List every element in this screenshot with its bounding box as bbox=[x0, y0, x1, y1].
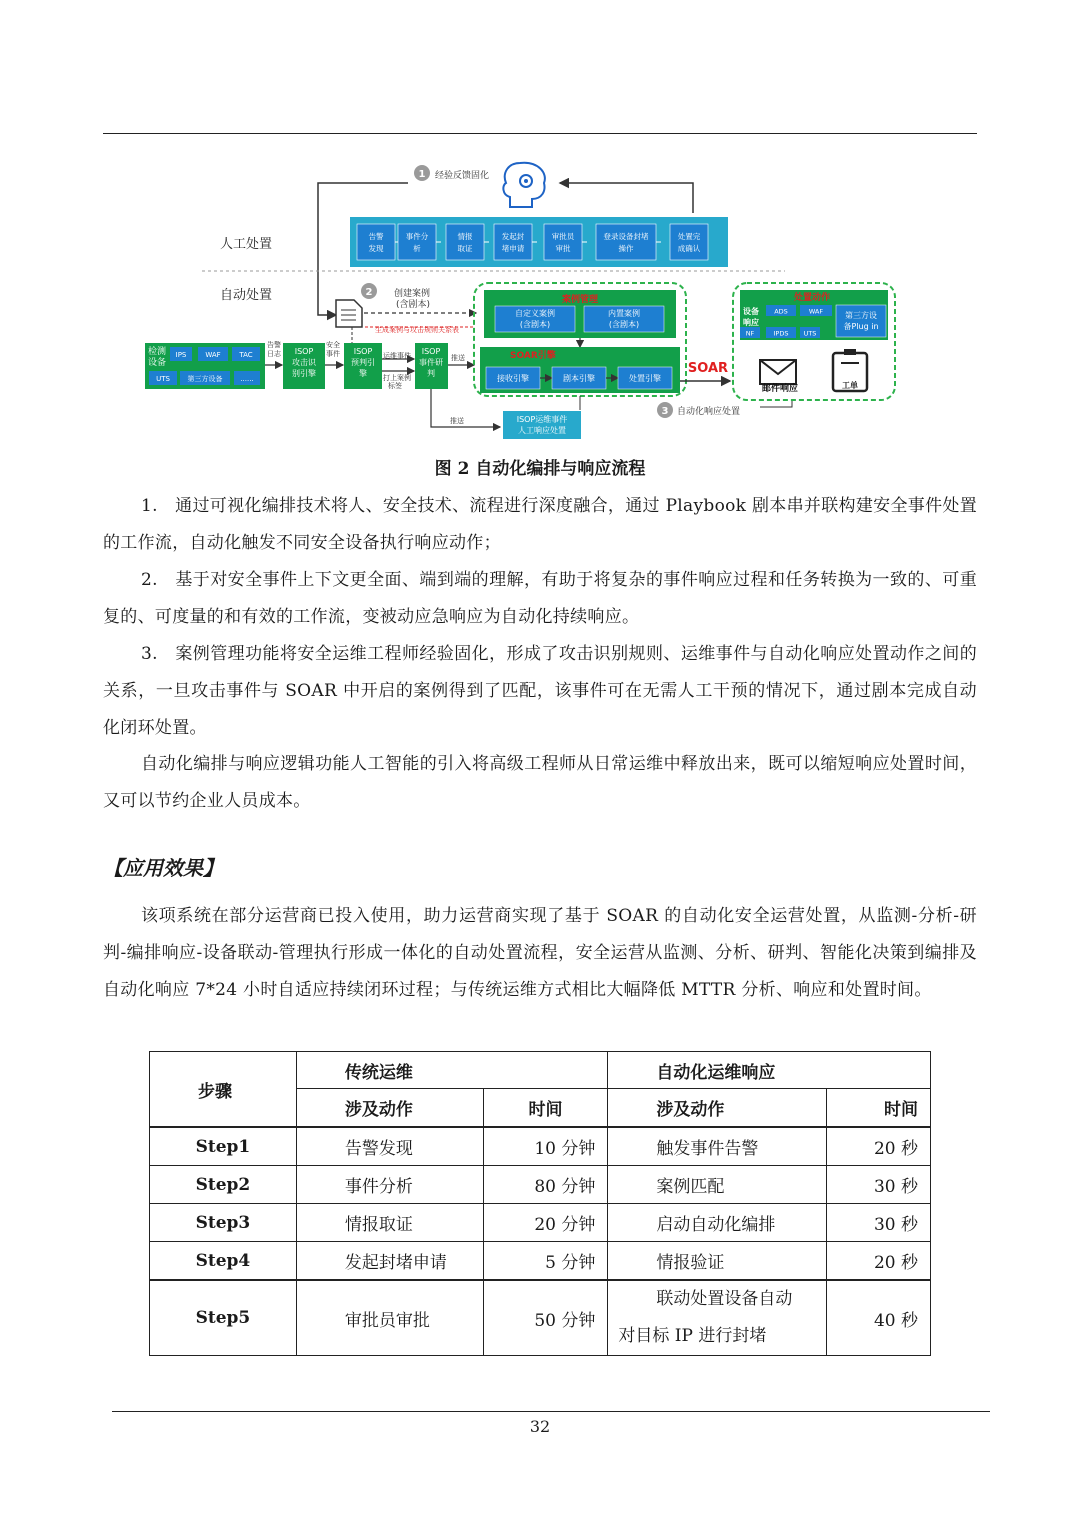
soar-flow-diagram bbox=[140, 155, 905, 445]
trad-time-cell: 50 分钟 bbox=[483, 1280, 608, 1356]
manual-step-l2: 发现 bbox=[368, 244, 384, 253]
trad-action-cell: 事件分析 bbox=[296, 1166, 483, 1204]
auto-label: 自动处置 bbox=[220, 288, 273, 303]
detect-item-label: IPS bbox=[175, 351, 187, 359]
device-item-label: UTS bbox=[803, 329, 817, 338]
figure-caption: 图 2 自动化编排与响应流程 bbox=[434, 459, 646, 479]
paragraph-1: 1. 通过可视化编排技术将人、安全技术、流程进行深度融合，通过 Playbook 剧本串并联构建安全事件处置的工作流，自动化触发不同安全设备执行响应动作； bbox=[103, 496, 977, 553]
manual-step-box bbox=[670, 224, 708, 260]
manual-step-l1: 发起封 bbox=[501, 232, 525, 241]
to-doc-arrow bbox=[318, 303, 336, 315]
arrow-security-l1: 安全 bbox=[326, 341, 340, 349]
engine1-l1: ISOP bbox=[294, 347, 314, 356]
manual-step-l2: 操作 bbox=[618, 244, 634, 253]
trad-time-cell: 80 分钟 bbox=[483, 1166, 608, 1204]
step-cell: Step2 bbox=[150, 1166, 297, 1204]
plugin-l1: 第三方设 bbox=[845, 311, 877, 320]
detect-item-label: WAF bbox=[205, 351, 221, 359]
paragraph-4: 自动化编排与响应逻辑功能人工智能的引入将高级工程师从日常运维中释放出来，既可以缩短响应处置时间，又可以节约企业人员成本。 bbox=[103, 754, 977, 811]
engine3-l3: 判 bbox=[427, 369, 435, 378]
auto-time-header: 时间 bbox=[827, 1089, 931, 1128]
arrow-tag-l1: 打上案例 bbox=[383, 374, 411, 382]
engine3-l1: ISOP bbox=[421, 347, 441, 356]
auto-action-cell: 案例匹配 bbox=[608, 1166, 827, 1204]
case-custom-l2: (含剧本) bbox=[519, 320, 551, 329]
auto-time-cell: 30 秒 bbox=[827, 1204, 931, 1242]
trad-action-cell: 审批员审批 bbox=[296, 1280, 483, 1356]
trad-action-cell: 情报取证 bbox=[296, 1204, 483, 1242]
manual-step-l1: 审批员 bbox=[551, 232, 575, 241]
manual-step-l1: 登录设备封堵 bbox=[603, 232, 649, 241]
trad-time-cell: 10 分钟 bbox=[483, 1127, 608, 1166]
step3-label: 自动化响应处置 bbox=[677, 407, 741, 417]
engine3-l2: 事件研 bbox=[419, 358, 443, 367]
auto-action-cell: 情报验证 bbox=[608, 1242, 827, 1281]
engine2-l2: 预判引 bbox=[351, 358, 375, 367]
trad-time-cell: 5 分钟 bbox=[483, 1242, 608, 1281]
auto-time-cell: 40 秒 bbox=[827, 1280, 931, 1356]
push1-label: 推送 bbox=[451, 354, 465, 362]
svg-text:3: 3 bbox=[661, 406, 669, 417]
actions-title: 处置动作 bbox=[793, 293, 831, 303]
manual-step-l2: 堵申请 bbox=[501, 244, 525, 253]
footer-rule bbox=[112, 1411, 990, 1412]
plugin-box bbox=[836, 305, 886, 337]
document-icon bbox=[336, 300, 362, 327]
device-item-label: NF bbox=[745, 329, 755, 338]
push2-label: 推送 bbox=[450, 417, 464, 425]
group-auto-header: 自动化运维响应 bbox=[608, 1052, 931, 1089]
manual-step-box bbox=[494, 224, 532, 260]
device-resp-l2: 响应 bbox=[743, 318, 759, 327]
svg-text:1: 1 bbox=[418, 169, 426, 180]
mail-label: 邮件响应 bbox=[761, 384, 799, 394]
step2-label: 创建案例 bbox=[394, 289, 431, 299]
soar-engines bbox=[486, 367, 672, 389]
trad-time-cell: 20 分钟 bbox=[483, 1204, 608, 1242]
arrow-tag-l2: 标签 bbox=[388, 382, 402, 390]
manual-step-box bbox=[357, 224, 395, 260]
detect-item-label: UTS bbox=[156, 375, 170, 383]
device-item-label: ADS bbox=[774, 307, 788, 316]
arrow-security-l2: 事件 bbox=[326, 350, 340, 358]
soar-engine-label: 接收引擎 bbox=[497, 374, 529, 383]
arrow-alarm-l2: 日志 bbox=[267, 350, 281, 358]
svg-text:2: 2 bbox=[365, 287, 373, 298]
plugin-l2: 备Plug in bbox=[843, 322, 879, 331]
manual-step-l1: 事件分 bbox=[405, 232, 429, 241]
manual-step-l1: 情报 bbox=[457, 232, 473, 241]
table-row bbox=[150, 1280, 931, 1356]
arrow-alarm-l1: 告警 bbox=[267, 341, 281, 349]
table-row bbox=[150, 1242, 931, 1281]
manual-step-l2: 审批 bbox=[555, 244, 571, 253]
page-number: 32 bbox=[529, 1417, 551, 1436]
auto-action-cell: 触发事件告警 bbox=[608, 1127, 827, 1166]
auto-action-header: 涉及动作 bbox=[608, 1089, 827, 1128]
manual-step-l2: 析 bbox=[413, 244, 421, 253]
case-custom-l1: 自定义案例 bbox=[515, 309, 555, 318]
trad-time-header: 时间 bbox=[483, 1089, 608, 1128]
soar-engine-label: 处置引擎 bbox=[629, 374, 661, 383]
device-resp-l1: 设备 bbox=[743, 307, 759, 316]
engine2-l1: ISOP bbox=[353, 347, 373, 356]
detect-item-label: 第三方设备 bbox=[187, 375, 223, 383]
manual-step-box bbox=[446, 224, 484, 260]
feedback-line-right bbox=[560, 183, 693, 213]
manual-step-box bbox=[398, 224, 436, 260]
device-item-label: WAF bbox=[808, 307, 824, 316]
table-row bbox=[150, 1204, 931, 1242]
manual-step-box bbox=[596, 224, 656, 260]
paragraph-3: 3. 案例管理功能将安全运维工程师经验固化，形成了攻击识别规则、运维事件与自动化响应处置动作之间的关系，一旦攻击事件与 SOAR 中开启的案例得到了匹配，该事件可在无需人工干预的情况下，通过剧本完成自动化闭环处置。 bbox=[103, 644, 977, 738]
manual-step-l2: 成确认 bbox=[677, 244, 701, 253]
effect-paragraph: 该项系统在部分运营商已投入使用，助力运营商实现了基于 SOAR 的自动化安全运营处置，从监测-分析-研判-编排响应-设备联动-管理执行形成一体化的自动处置流程，安全运营从监测、分析、研判、智能化决策到编排及自动化响应 7*24 小时自适应持续闭环过程；与传统运维方式相比大幅降低 MTTR 分析、响应和处置时间。 bbox=[103, 906, 977, 1000]
auto-action-line1: 联动处置设备自动 bbox=[656, 1289, 793, 1309]
auto-action-line2: 对目标 IP 进行封堵 bbox=[618, 1326, 767, 1346]
rule-label: 生成案例与攻击规则关系表 bbox=[375, 326, 459, 334]
paragraph-2: 2. 基于对安全事件上下文更全面、端到端的理解，有助于将复杂的事件响应过程和任务转换为一致的、可重复的、可度量的和有效的工作流，变被动应急响应为自动化持续响应。 bbox=[103, 570, 977, 627]
manual-step-l1: 告警 bbox=[368, 232, 384, 241]
section-heading: 【应用效果】 bbox=[103, 856, 223, 880]
engine1-l3: 别引擎 bbox=[292, 369, 316, 378]
step2-sub: (含剧本) bbox=[396, 300, 431, 310]
auto-time-cell: 20 秒 bbox=[827, 1127, 931, 1166]
trad-action-cell: 发起封堵申请 bbox=[296, 1242, 483, 1281]
arrow-ops-event: 运维事件 bbox=[383, 352, 411, 360]
comparison-table bbox=[149, 1051, 931, 1356]
manual-step-box bbox=[544, 224, 582, 260]
group-traditional-header: 传统运维 bbox=[296, 1052, 608, 1089]
case-builtin-l2: (含剧本) bbox=[608, 320, 640, 329]
soar-engine-label: 剧本引擎 bbox=[563, 374, 595, 383]
step-cell: Step3 bbox=[150, 1204, 297, 1242]
table-row bbox=[150, 1127, 931, 1166]
step-cell: Step5 bbox=[150, 1280, 297, 1356]
step1-label: 经验反馈固化 bbox=[435, 171, 490, 181]
step-cell: Step1 bbox=[150, 1127, 297, 1166]
detect-item-label: ...... bbox=[240, 375, 254, 383]
auto-time-cell: 20 秒 bbox=[827, 1242, 931, 1281]
mail-icon bbox=[760, 360, 796, 384]
push-manual-arrow bbox=[431, 389, 500, 427]
trad-action-cell: 告警发现 bbox=[296, 1127, 483, 1166]
auto-time-cell: 30 秒 bbox=[827, 1166, 931, 1204]
manual-label: 人工处置 bbox=[220, 237, 273, 252]
manual-step-l2: 取证 bbox=[457, 244, 473, 253]
auto-action-cell bbox=[608, 1280, 827, 1356]
manual-step-l1: 处置完 bbox=[677, 232, 701, 241]
case-mgmt-title: 案例管理 bbox=[561, 295, 599, 305]
detect-item-label: TAC bbox=[239, 351, 253, 359]
detect-title-l1: 检测 bbox=[148, 347, 167, 357]
step-cell: Step4 bbox=[150, 1242, 297, 1281]
manual-resp-l2: 人工响应处置 bbox=[518, 426, 566, 435]
auto-action-cell: 启动自动化编排 bbox=[608, 1204, 827, 1242]
detect-title-l2: 设备 bbox=[148, 358, 167, 368]
table-row bbox=[150, 1166, 931, 1204]
device-item-label: IPDS bbox=[773, 329, 789, 338]
header-rule bbox=[103, 133, 977, 134]
case-builtin-l1: 内置案例 bbox=[608, 309, 640, 318]
soar-engine-title: SOAR引擎 bbox=[510, 351, 556, 361]
trad-action-header: 涉及动作 bbox=[296, 1089, 483, 1128]
manual-resp-l1: ISOP运维事件 bbox=[516, 415, 568, 424]
engine2-l3: 擎 bbox=[359, 369, 367, 378]
ticket-label: 工单 bbox=[842, 381, 858, 390]
soar-label: SOAR bbox=[687, 361, 729, 376]
col-step-header: 步骤 bbox=[150, 1052, 297, 1128]
engine1-l2: 攻击识 bbox=[292, 358, 316, 367]
brain-ai-icon bbox=[503, 163, 545, 207]
